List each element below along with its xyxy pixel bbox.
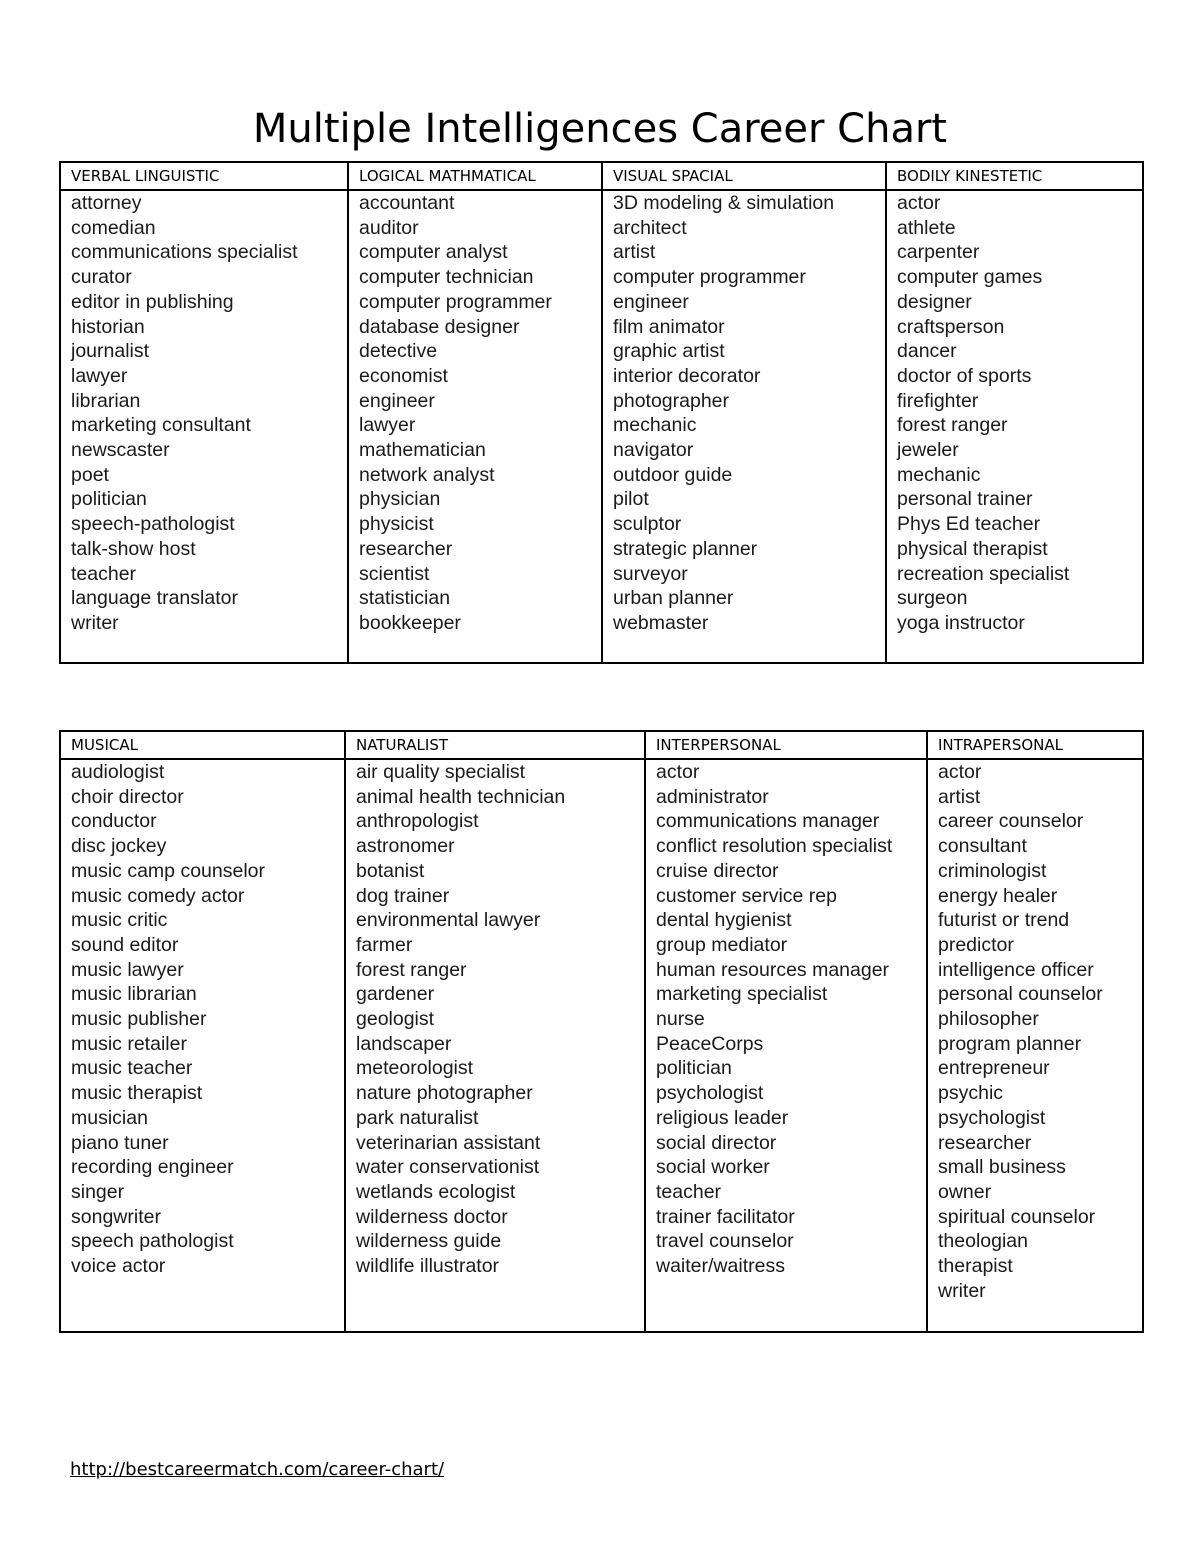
list-item: outdoor guide bbox=[613, 463, 733, 486]
list-item: engineer bbox=[359, 389, 435, 412]
column-header: NATURALIST bbox=[345, 731, 645, 759]
list-item: network analyst bbox=[359, 463, 495, 486]
list-item: talk-show host bbox=[71, 537, 196, 560]
list-item: language translator bbox=[71, 587, 238, 610]
list-item: audiologist bbox=[71, 761, 165, 783]
list-item: musician bbox=[71, 1106, 148, 1129]
list-item: photographer bbox=[613, 389, 730, 412]
list-item: dental hygienist bbox=[656, 909, 792, 932]
list-item: speech pathologist bbox=[71, 1230, 234, 1253]
list-item: actor bbox=[656, 761, 700, 783]
career-column bbox=[886, 190, 1143, 663]
list-item: athlete bbox=[897, 216, 956, 239]
list-item: researcher bbox=[359, 537, 453, 560]
list-item: historian bbox=[71, 315, 145, 338]
table-body-row bbox=[60, 190, 1143, 663]
list-item: recreation specialist bbox=[897, 562, 1070, 585]
list-item: 3D modeling & simulation bbox=[613, 192, 835, 214]
list-item: actor bbox=[938, 761, 982, 783]
list-item: meteorologist bbox=[356, 1057, 474, 1080]
list-item: surveyor bbox=[613, 562, 688, 585]
career-column bbox=[927, 759, 1143, 1332]
career-column bbox=[345, 759, 645, 1332]
list-item: social worker bbox=[656, 1156, 770, 1179]
list-item: computer analyst bbox=[359, 241, 508, 264]
list-item: architect bbox=[613, 216, 687, 239]
list-item: interior decorator bbox=[613, 364, 761, 387]
list-item: firefighter bbox=[897, 389, 979, 412]
list-item: farmer bbox=[356, 933, 413, 956]
list-item: choir director bbox=[71, 785, 184, 808]
list-item: designer bbox=[897, 290, 972, 313]
list-item: music retailer bbox=[71, 1032, 187, 1055]
list-item: group mediator bbox=[656, 933, 788, 956]
list-item: religious leader bbox=[656, 1106, 789, 1129]
list-item: anthropologist bbox=[356, 810, 479, 833]
list-item: writer bbox=[938, 1279, 986, 1302]
list-item: music lawyer bbox=[71, 958, 184, 981]
list-item: music critic bbox=[71, 909, 168, 932]
page-title: Multiple Intelligences Career Chart bbox=[252, 105, 948, 152]
list-item: music librarian bbox=[71, 983, 197, 1006]
list-item: small business bbox=[938, 1156, 1066, 1179]
list-item: personal counselor bbox=[938, 983, 1103, 1006]
list-item: accountant bbox=[359, 192, 455, 214]
source-link[interactable]: http://bestcareermatch.com/career-chart/ bbox=[70, 1459, 445, 1480]
list-item: human resources manager bbox=[656, 958, 890, 981]
list-item: journalist bbox=[71, 340, 150, 363]
list-item: landscaper bbox=[356, 1032, 452, 1055]
list-item: therapist bbox=[938, 1255, 1013, 1278]
list-item: artist bbox=[938, 785, 981, 808]
column-header: BODILY KINESTETIC bbox=[886, 162, 1143, 190]
list-item: customer service rep bbox=[656, 884, 837, 907]
list-item: park naturalist bbox=[356, 1106, 479, 1129]
list-item: program planner bbox=[938, 1032, 1082, 1055]
list-item: film animator bbox=[613, 315, 725, 338]
list-item: attorney bbox=[71, 192, 142, 214]
list-item: lawyer bbox=[359, 414, 416, 437]
career-column bbox=[602, 190, 886, 663]
list-item: dog trainer bbox=[356, 884, 450, 907]
list-item: computer programmer bbox=[613, 266, 806, 289]
list-item: music comedy actor bbox=[71, 884, 245, 907]
list-item: mechanic bbox=[613, 414, 697, 437]
list-item: spiritual counselor bbox=[938, 1205, 1096, 1228]
list-item: communications manager bbox=[656, 810, 880, 833]
list-item: energy healer bbox=[938, 884, 1058, 907]
list-item: lawyer bbox=[71, 364, 128, 387]
list-item: scientist bbox=[359, 562, 430, 585]
list-item: engineer bbox=[613, 290, 689, 313]
list-item: jeweler bbox=[897, 439, 959, 462]
list-item: cruise director bbox=[656, 859, 779, 882]
list-item: economist bbox=[359, 364, 448, 387]
career-column bbox=[645, 759, 927, 1332]
list-item: music therapist bbox=[71, 1082, 203, 1105]
list-item: piano tuner bbox=[71, 1131, 169, 1154]
career-table-1 bbox=[59, 161, 1144, 664]
career-table-2 bbox=[59, 730, 1144, 1333]
list-item: PeaceCorps bbox=[656, 1032, 764, 1055]
list-item: wilderness guide bbox=[356, 1230, 502, 1253]
list-item: marketing consultant bbox=[71, 414, 251, 437]
list-item: editor in publishing bbox=[71, 290, 234, 313]
list-item: predictor bbox=[938, 933, 1014, 956]
list-item: disc jockey bbox=[71, 835, 167, 858]
list-item: graphic artist bbox=[613, 340, 725, 363]
list-item: philosopher bbox=[938, 1008, 1039, 1031]
list-item: wilderness doctor bbox=[356, 1205, 508, 1228]
list-item: recording engineer bbox=[71, 1156, 234, 1179]
list-item: psychologist bbox=[938, 1106, 1046, 1129]
list-item: conflict resolution specialist bbox=[656, 835, 893, 858]
list-item: craftsperson bbox=[897, 315, 1005, 338]
list-item: theologian bbox=[938, 1230, 1028, 1253]
list-item: entrepreneur bbox=[938, 1057, 1050, 1080]
list-item: webmaster bbox=[613, 611, 709, 634]
list-item: physician bbox=[359, 488, 441, 511]
list-item: poet bbox=[71, 463, 109, 486]
list-item: wildlife illustrator bbox=[356, 1255, 500, 1278]
career-column bbox=[348, 190, 602, 663]
list-item: teacher bbox=[656, 1180, 722, 1203]
list-item: computer programmer bbox=[359, 290, 552, 313]
list-item: dancer bbox=[897, 340, 957, 363]
list-item: environmental lawyer bbox=[356, 909, 541, 932]
list-item: geologist bbox=[356, 1008, 435, 1031]
column-header: VISUAL SPACIAL bbox=[602, 162, 886, 190]
list-item: nature photographer bbox=[356, 1082, 533, 1105]
list-item: detective bbox=[359, 340, 438, 363]
table-header-row bbox=[60, 731, 1143, 759]
list-item: communications specialist bbox=[71, 241, 298, 264]
list-item: comedian bbox=[71, 216, 156, 239]
list-item: urban planner bbox=[613, 587, 734, 610]
list-item: singer bbox=[71, 1180, 125, 1203]
list-item: physical therapist bbox=[897, 537, 1048, 560]
list-item: forest ranger bbox=[356, 958, 467, 981]
list-item: travel counselor bbox=[656, 1230, 794, 1253]
list-item: botanist bbox=[356, 859, 425, 882]
list-item: intelligence officer bbox=[938, 958, 1094, 981]
list-item: psychic bbox=[938, 1082, 1004, 1105]
list-item: sculptor bbox=[613, 513, 682, 536]
list-item: waiter/waitress bbox=[656, 1255, 785, 1278]
list-item: personal trainer bbox=[897, 488, 1033, 511]
list-item: teacher bbox=[71, 562, 137, 585]
list-item: writer bbox=[71, 611, 119, 634]
list-item: sound editor bbox=[71, 933, 179, 956]
list-item: gardener bbox=[356, 983, 435, 1006]
list-item: strategic planner bbox=[613, 537, 758, 560]
column-header: INTRAPERSONAL bbox=[927, 731, 1143, 759]
list-item: politician bbox=[656, 1057, 732, 1080]
table-header-row bbox=[60, 162, 1143, 190]
list-item: psychologist bbox=[656, 1082, 764, 1105]
column-header: MUSICAL bbox=[60, 731, 345, 759]
list-item: curator bbox=[71, 266, 132, 289]
list-item: yoga instructor bbox=[897, 611, 1025, 634]
career-column bbox=[60, 759, 345, 1332]
list-item: owner bbox=[938, 1180, 992, 1203]
list-item: nurse bbox=[656, 1008, 705, 1031]
list-item: social director bbox=[656, 1131, 777, 1154]
list-item: Phys Ed teacher bbox=[897, 513, 1041, 536]
list-item: navigator bbox=[613, 439, 694, 462]
list-item: pilot bbox=[613, 488, 649, 511]
list-item: water conservationist bbox=[356, 1156, 540, 1179]
list-item: music camp counselor bbox=[71, 859, 265, 882]
list-item: marketing specialist bbox=[656, 983, 828, 1006]
list-item: artist bbox=[613, 241, 656, 264]
list-item: criminologist bbox=[938, 859, 1047, 882]
list-item: librarian bbox=[71, 389, 141, 412]
list-item: auditor bbox=[359, 216, 419, 239]
list-item: music publisher bbox=[71, 1008, 207, 1031]
list-item: career counselor bbox=[938, 810, 1084, 833]
career-column bbox=[60, 190, 348, 663]
list-item: air quality specialist bbox=[356, 761, 526, 783]
list-item: animal health technician bbox=[356, 785, 566, 808]
table-body-row bbox=[60, 759, 1143, 1332]
list-item: voice actor bbox=[71, 1255, 166, 1278]
list-item: forest ranger bbox=[897, 414, 1008, 437]
list-item: veterinarian assistant bbox=[356, 1131, 541, 1154]
list-item: astronomer bbox=[356, 835, 455, 858]
column-header: VERBAL LINGUISTIC bbox=[60, 162, 348, 190]
list-item: futurist or trend bbox=[938, 909, 1070, 932]
list-item: speech-pathologist bbox=[71, 513, 235, 536]
list-item: trainer facilitator bbox=[656, 1205, 795, 1228]
list-item: mechanic bbox=[897, 463, 981, 486]
list-item: bookkeeper bbox=[359, 611, 461, 634]
list-item: songwriter bbox=[71, 1205, 161, 1228]
list-item: doctor of sports bbox=[897, 364, 1032, 387]
list-item: physicist bbox=[359, 513, 434, 536]
list-item: carpenter bbox=[897, 241, 980, 264]
list-item: database designer bbox=[359, 315, 520, 338]
list-item: computer technician bbox=[359, 266, 534, 289]
list-item: music teacher bbox=[71, 1057, 193, 1080]
list-item: surgeon bbox=[897, 587, 968, 610]
list-item: politician bbox=[71, 488, 147, 511]
list-item: actor bbox=[897, 192, 941, 214]
list-item: mathematician bbox=[359, 439, 486, 462]
list-item: statistician bbox=[359, 587, 451, 610]
list-item: researcher bbox=[938, 1131, 1032, 1154]
list-item: newscaster bbox=[71, 439, 170, 462]
list-item: computer games bbox=[897, 266, 1043, 289]
list-item: administrator bbox=[656, 785, 769, 808]
list-item: wetlands ecologist bbox=[356, 1180, 516, 1203]
list-item: conductor bbox=[71, 810, 157, 833]
column-header: LOGICAL MATHMATICAL bbox=[348, 162, 602, 190]
list-item: consultant bbox=[938, 835, 1027, 858]
column-header: INTERPERSONAL bbox=[645, 731, 927, 759]
